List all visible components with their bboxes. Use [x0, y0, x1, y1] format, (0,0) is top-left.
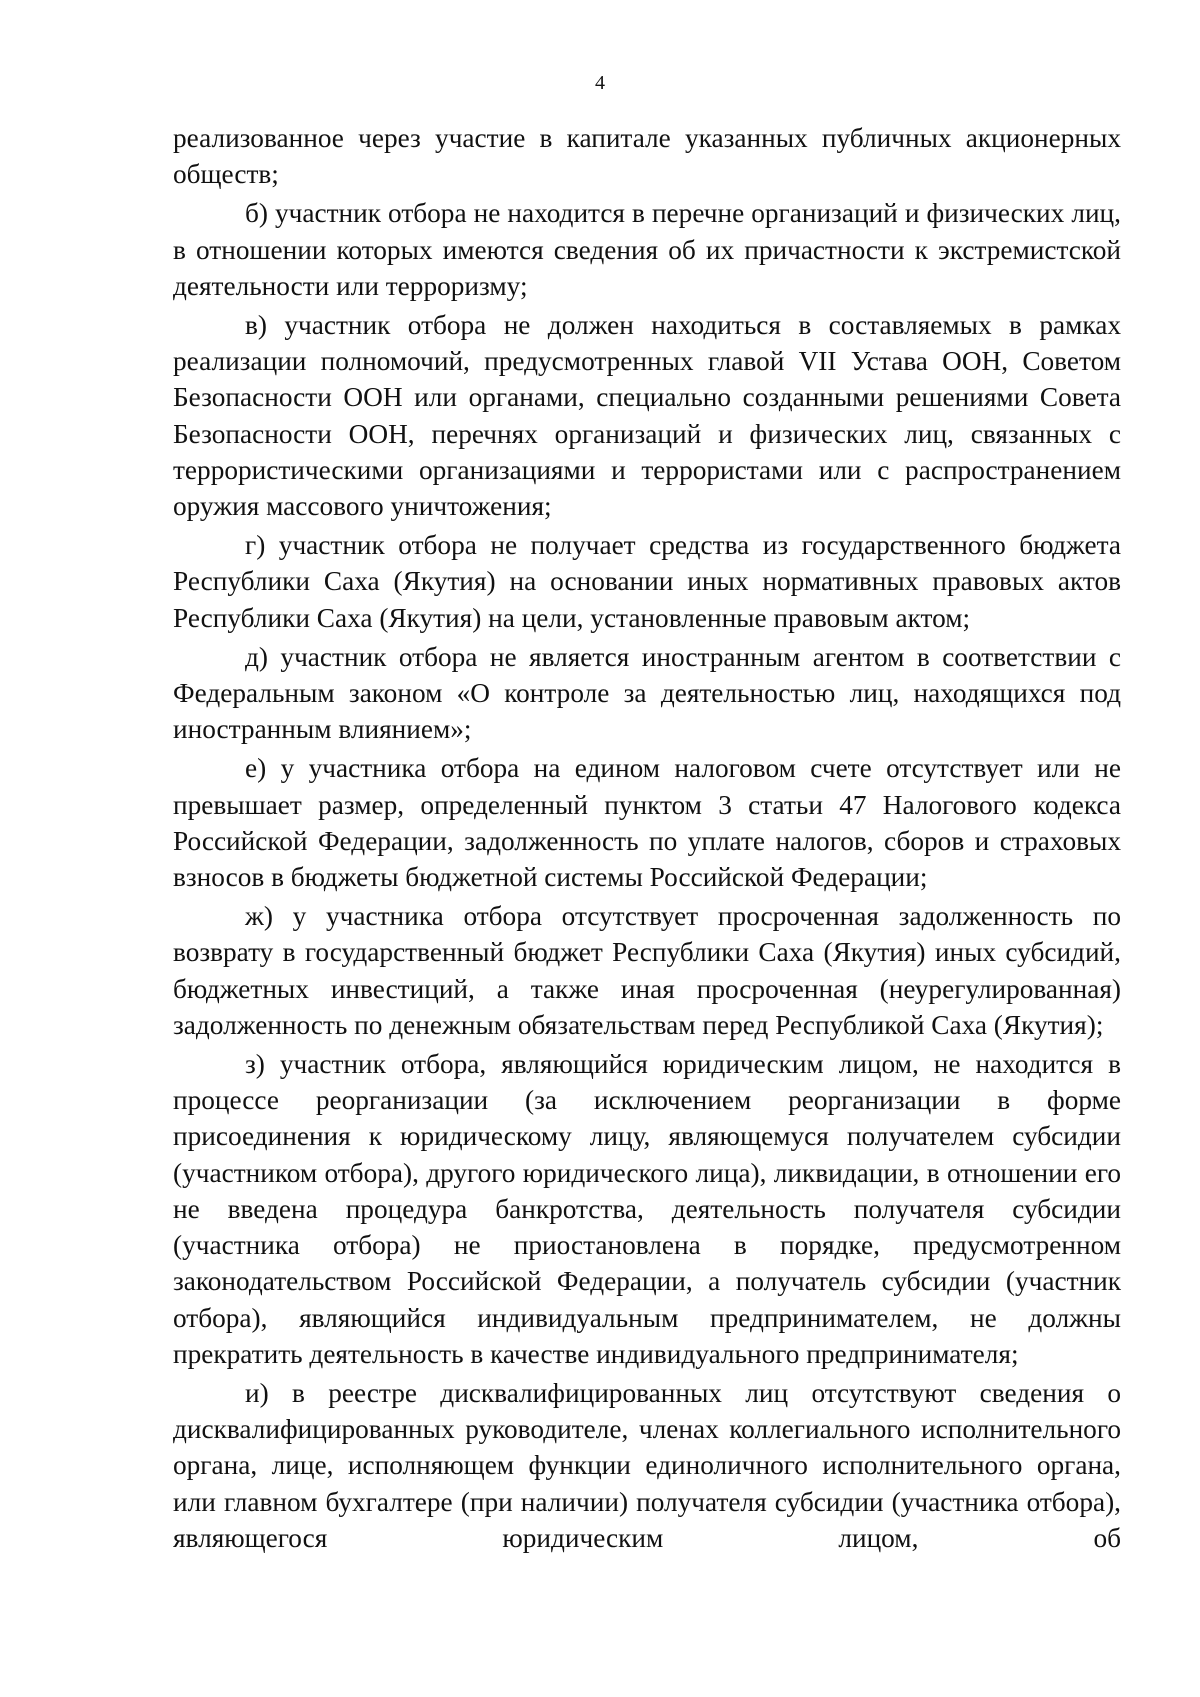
paragraph-item-g: г) участник отбора не получает средства из государственного бюджета Республики Саха (Якутия) на основании иных нормативных правовых актов Республики Саха (Якутия) на цели, установленные правовым актом;	[173, 530, 1121, 633]
paragraph-item-b: б) участник отбора не находится в перечне организаций и физических лиц, в отношении которых имеются сведения об их причастности к экстремистской деятельности или терроризму;	[173, 198, 1121, 301]
paragraph-continuation: реализованное через участие в капитале указанных публичных акционерных обществ;	[173, 123, 1121, 190]
paragraph-item-z: з) участник отбора, являющийся юридическим лицом, не находится в процессе реорганизации (за исключением реорганизации в форме присоединения к юридическому лицу, являющемуся получателем субсидии (участником отбора), другого юридического лица), ликвидации, в отношении его не введена процедура банкротства, деятельность получателя субсидии (участника отбора) не приостановлена в порядке, предусмотренном законодательством Российской Федерации, а получатель субсидии (участник отбора), являющийся индивидуальным предпринимателем, не должны прекратить деятельность в качестве индивидуального предпринимателя;	[173, 1049, 1121, 1369]
paragraph-item-v: в) участник отбора не должен находиться в составляемых в рамках реализации полномочий, предусмотренных главой VII Устава ООН, Советом Безопасности ООН или органами, специально созданными решениями Совета Безопасности ООН, перечнях организаций и физических лиц, связанных с террористическими организациями и террористами или с распространением оружия массового уничтожения;	[173, 310, 1121, 522]
paragraph-item-i: и) в реестре дисквалифицированных лиц отсутствуют сведения о дисквалифицированных руководителе, членах коллегиального исполнительного органа, лице, исполняющем функции единоличного исполнительного органа, или главном бухгалтере (при наличии) получателя субсидии (участника отбора), являющегося юридическим лицом, об	[173, 1377, 1121, 1553]
paragraph-item-e: е) у участника отбора на едином налоговом счете отсутствует или не превышает размер, определенный пунктом 3 статьи 47 Налогового кодекса Российской Федерации, задолженность по уплате налогов, сборов и страховых взносов в бюджеты бюджетной системы Российской Федерации;	[173, 753, 1121, 893]
document-body	[173, 120, 1121, 1559]
page-number: 4	[595, 72, 605, 94]
paragraph-item-zh: ж) у участника отбора отсутствует просроченная задолженность по возврату в государственный бюджет Республики Саха (Якутия) иных субсидий, бюджетных инвестиций, а также иная просроченная (неурегулированная) задолженность по денежным обязательствам перед Республикой Саха (Якутия);	[173, 901, 1121, 1040]
paragraph-item-d: д) участник отбора не является иностранным агентом в соответствии с Федеральным законом «О контроле за деятельностью лиц, находящихся под иностранным влиянием»;	[173, 641, 1121, 745]
